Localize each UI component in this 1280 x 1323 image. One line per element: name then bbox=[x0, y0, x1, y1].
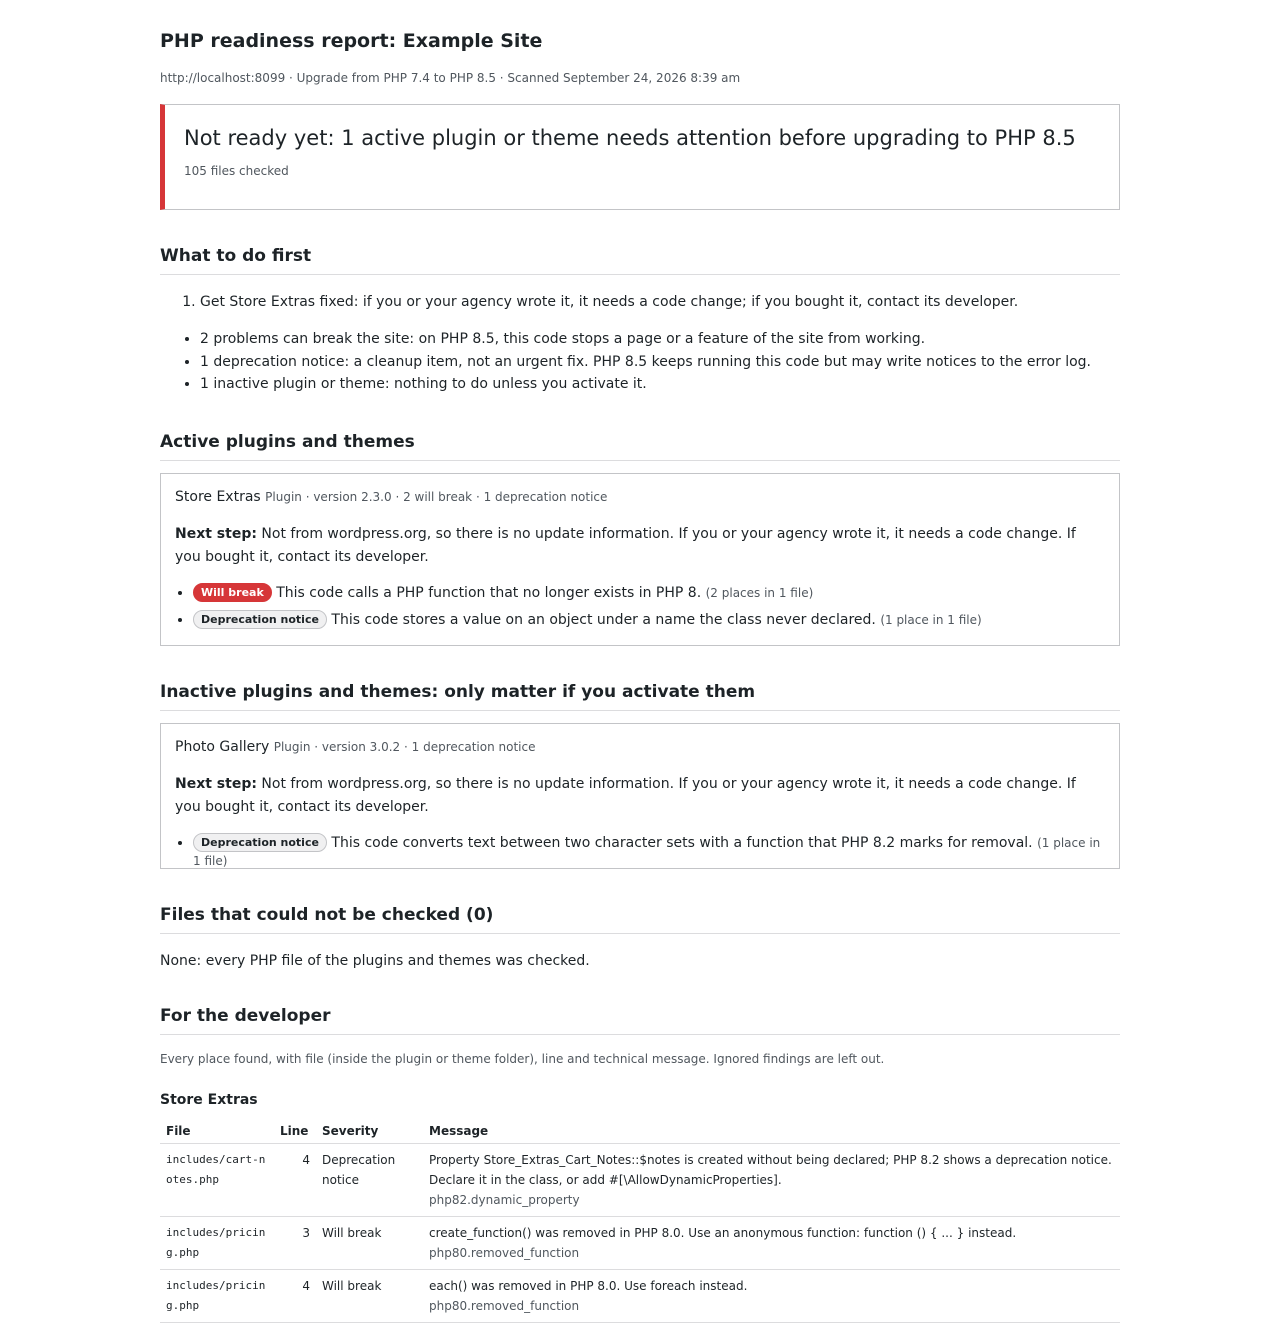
plugin-card-header bbox=[175, 738, 1105, 756]
issue-text: This code stores a value on an object under a name the class never declared. bbox=[331, 611, 876, 628]
table-row bbox=[160, 1143, 1120, 1216]
inactive-heading: Inactive plugins and themes: only matter if you activate them bbox=[160, 681, 1120, 711]
finding-line: 3 bbox=[274, 1216, 316, 1269]
files-checked-count: 105 files checked bbox=[184, 164, 289, 178]
active-heading: Active plugins and themes bbox=[160, 431, 1120, 461]
issue-list bbox=[175, 583, 1105, 629]
table-row bbox=[160, 1269, 1120, 1322]
issue-item bbox=[193, 610, 1105, 629]
finding-file: includes/pricing.php bbox=[160, 1216, 274, 1269]
next-step-text: Not from wordpress.org, so there is no update information. If you or your agency wrote it, it needs a code change. If you bought it, contact its developer. bbox=[175, 525, 1076, 565]
finding-rule: php80.removed_function bbox=[429, 1245, 580, 1260]
finding-message-cell bbox=[423, 1143, 1120, 1216]
finding-message: each() was removed in PHP 8.0. Use foreach instead. bbox=[429, 1278, 748, 1293]
todo-note-inactive: • 1 inactive plugin or theme: nothing to do unless you activate it. bbox=[200, 373, 1120, 396]
todo-steps bbox=[160, 291, 1120, 313]
finding-severity: Deprecation notice bbox=[316, 1143, 423, 1216]
issue-places: (1 place in 1 file) bbox=[193, 835, 1101, 868]
todo-step: 1. Get Store Extras fixed: if you or your agency wrote it, it needs a code change; if you bought it, contact its developer. bbox=[200, 291, 1120, 313]
col-line: Line bbox=[274, 1117, 316, 1144]
issue-text: This code calls a PHP function that no longer exists in PHP 8. bbox=[276, 584, 702, 601]
col-message: Message bbox=[423, 1117, 1120, 1144]
issue-item bbox=[193, 833, 1105, 870]
deprecation-badge: Deprecation notice bbox=[193, 610, 327, 629]
next-step-label: Next step: bbox=[175, 775, 257, 792]
plugin-card-photo-gallery bbox=[160, 723, 1120, 869]
report-meta: http://localhost:8099 · Upgrade from PHP 7.4 to PHP 8.5 · Scanned September 24, 2026 8:39 am bbox=[160, 71, 741, 85]
deprecation-badge: Deprecation notice bbox=[193, 833, 327, 852]
findings-table bbox=[160, 1117, 1120, 1323]
issue-text: This code converts text between two character sets with a function that PHP 8.2 marks for removal. bbox=[331, 834, 1033, 851]
next-step bbox=[175, 773, 1105, 819]
next-step bbox=[175, 523, 1105, 569]
developer-group-title: Store Extras bbox=[160, 1091, 258, 1108]
finding-severity: Will break bbox=[316, 1269, 423, 1322]
will-break-badge: Will break bbox=[193, 583, 272, 602]
next-step-label: Next step: bbox=[175, 525, 257, 542]
finding-rule: php80.removed_function bbox=[429, 1298, 580, 1313]
finding-severity: Will break bbox=[316, 1216, 423, 1269]
finding-rule: php82.dynamic_property bbox=[429, 1192, 580, 1207]
finding-message: create_function() was removed in PHP 8.0. Use an anonymous function: function () { ... } instead. bbox=[429, 1225, 1017, 1240]
col-file: File bbox=[160, 1117, 274, 1144]
unchecked-text: None: every PHP file of the plugins and themes was checked. bbox=[160, 952, 590, 969]
col-severity: Severity bbox=[316, 1117, 423, 1144]
issue-item bbox=[193, 583, 1105, 602]
finding-message-cell bbox=[423, 1269, 1120, 1322]
todo-note-deprecation: • 1 deprecation notice: a cleanup item, not an urgent fix. PHP 8.5 keeps running this code but may write notices to the error log. bbox=[200, 351, 1120, 374]
finding-message: Property Store_Extras_Cart_Notes::$notes is created without being declared; PHP 8.2 shows a deprecation notice. Declare it in the class, or add #[\AllowDynamicProperties]. bbox=[429, 1152, 1112, 1187]
issue-places: (2 places in 1 file) bbox=[705, 585, 814, 600]
verdict-box bbox=[160, 104, 1120, 210]
todo-note-breaking: • 2 problems can break the site: on PHP 8.5, this code stops a page or a feature of the site from working. bbox=[200, 328, 1120, 351]
finding-message-cell bbox=[423, 1216, 1120, 1269]
todo-heading: What to do first bbox=[160, 245, 1120, 275]
plugin-card-store-extras bbox=[160, 473, 1120, 646]
finding-line: 4 bbox=[274, 1269, 316, 1322]
issue-places: (1 place in 1 file) bbox=[880, 612, 982, 627]
plugin-card-header bbox=[175, 488, 1105, 506]
report-page bbox=[160, 0, 1120, 1323]
developer-intro: Every place found, with file (inside the plugin or theme folder), line and technical message. Ignored findings are left out. bbox=[160, 1051, 885, 1066]
plugin-name: Photo Gallery bbox=[175, 738, 270, 755]
plugin-name: Store Extras bbox=[175, 488, 261, 505]
verdict-title: Not ready yet: 1 active plugin or theme needs attention before upgrading to PHP 8.5 bbox=[184, 126, 1076, 150]
finding-file: includes/pricing.php bbox=[160, 1269, 274, 1322]
findings-header-row bbox=[160, 1117, 1120, 1144]
plugin-meta: Plugin · version 3.0.2 · 1 deprecation notice bbox=[273, 739, 536, 754]
next-step-text: Not from wordpress.org, so there is no update information. If you or your agency wrote it, it needs a code change. If you bought it, contact its developer. bbox=[175, 775, 1076, 815]
page-title: PHP readiness report: Example Site bbox=[160, 30, 543, 52]
plugin-meta: Plugin · version 2.3.0 · 2 will break · 1 deprecation notice bbox=[265, 489, 608, 504]
finding-line: 4 bbox=[274, 1143, 316, 1216]
table-row bbox=[160, 1216, 1120, 1269]
unchecked-heading: Files that could not be checked (0) bbox=[160, 904, 1120, 934]
finding-file: includes/cart-notes.php bbox=[160, 1143, 274, 1216]
developer-heading: For the developer bbox=[160, 1005, 1120, 1035]
todo-notes bbox=[160, 328, 1120, 396]
issue-list bbox=[175, 833, 1105, 870]
